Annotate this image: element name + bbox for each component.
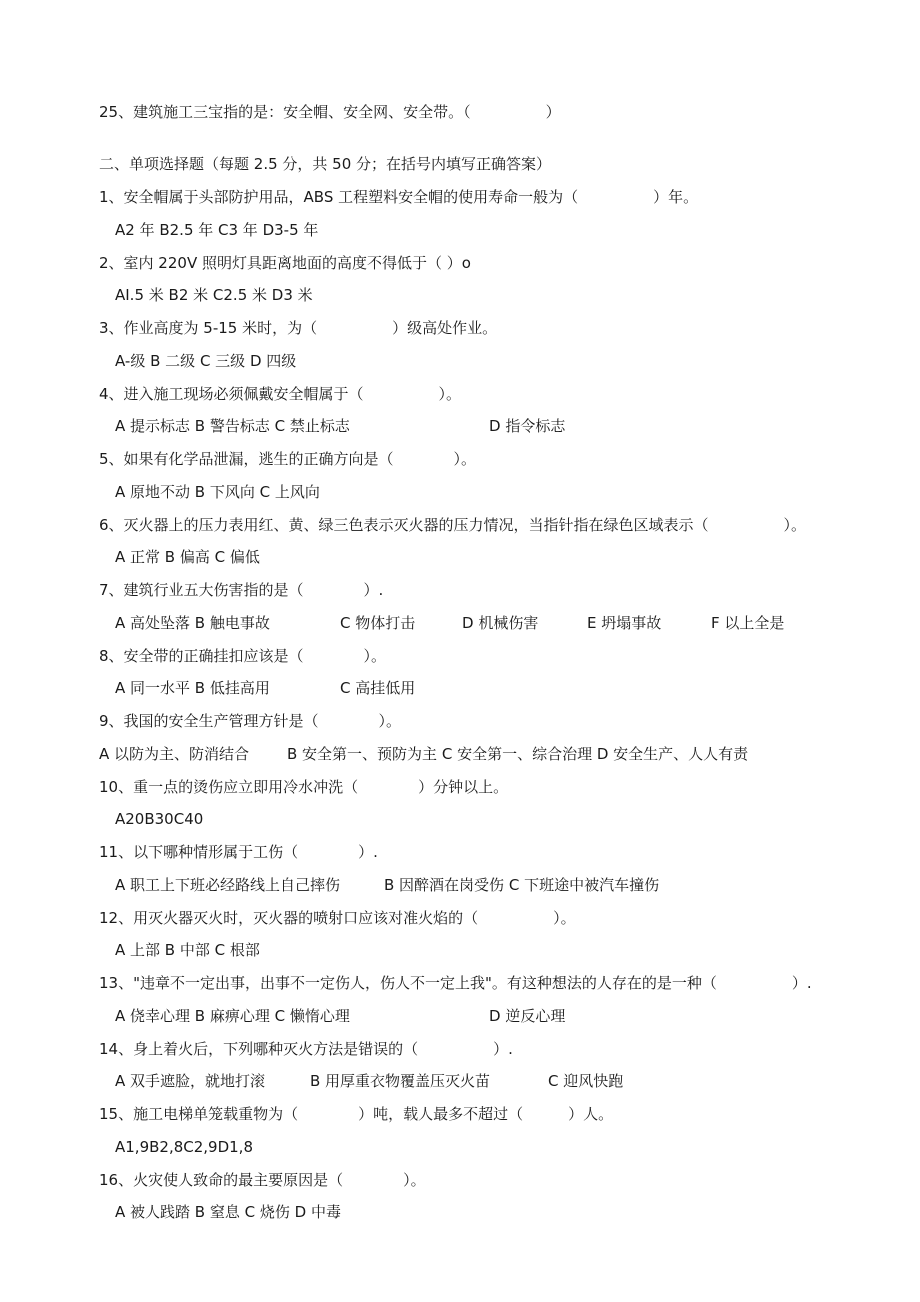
options-15: A1,9B2,8C2,9D1,8 (115, 1138, 253, 1156)
question-7: 7、建筑行业五大伤害指的是（ ）. (99, 581, 384, 599)
question-16: 16、火灾使人致命的最主要原因是（ ）。 (99, 1171, 426, 1189)
question-8: 8、安全带的正确挂扣应该是（ ）。 (99, 647, 387, 665)
question-11: 11、以下哪种情形属于工伤（ ）. (99, 843, 378, 861)
option-a: A 双手遮脸，就地打滚 (115, 1072, 266, 1090)
section-heading: 二、单项选择题（每题 2.5 分，共 50 分；在括号内填写正确答案） (99, 155, 552, 173)
options-10: A20B30C40 (115, 810, 204, 828)
question-2: 2、室内 220V 照明灯具距离地面的高度不得低于（ ）o (99, 254, 471, 272)
option-c: C 物体打击 (340, 614, 416, 632)
question-10: 10、重一点的烫伤应立即用冷水冲洗（ ）分钟以上。 (99, 778, 509, 796)
question-14: 14、身上着火后，下列哪种灭火方法是错误的（ ）. (99, 1040, 513, 1058)
option-d: D 机械伤害 (462, 614, 539, 632)
option-group: B 因醉酒在岗受伤 C 下班途中被汽车撞伤 (384, 876, 660, 894)
options-12: A 上部 B 中部 C 根部 (115, 941, 260, 959)
option-d: D 逆反心理 (489, 1007, 566, 1025)
question-3: 3、作业高度为 5-15 米时，为（ ）级高处作业。 (99, 319, 498, 337)
option-b: B 用厚重衣物覆盖压灭火苗 (310, 1072, 491, 1090)
question-25: 25、建筑施工三宝指的是：安全帽、安全网、安全带。（ ） (99, 103, 561, 121)
option-group: A 侥幸心理 B 麻痹心理 C 懒惰心理 (115, 1007, 350, 1025)
options-3: A-级 B 二级 C 三级 D 四级 (115, 352, 297, 370)
option-c: C 迎风快跑 (548, 1072, 624, 1090)
question-6: 6、灭火器上的压力表用红、黄、绿三色表示灭火器的压力情况，当指针指在绿色区域表示（ ）。 (99, 516, 807, 534)
question-1: 1、安全帽属于头部防护用品，ABS 工程塑料安全帽的使用寿命一般为（ ）年。 (99, 188, 699, 206)
question-4: 4、进入施工现场必须佩戴安全帽属于（ ）。 (99, 385, 462, 403)
option-e: E 坍塌事故 (587, 614, 662, 632)
options-6: A 正常 B 偏高 C 偏低 (115, 548, 260, 566)
option-a: A 职工上下班必经路线上自己摔伤 (115, 876, 341, 894)
question-12: 12、用灭火器灭火时，灭火器的喷射口应该对准火焰的（ ）。 (99, 909, 576, 927)
option-group: B 安全第一、预防为主 C 安全第一、综合治理 D 安全生产、人人有责 (287, 745, 749, 763)
question-13: 13、"违章不一定出事，出事不一定伤人，伤人不一定上我"。有这种想法的人存在的是一种（ ）. (99, 974, 812, 992)
options-5: A 原地不动 B 下风向 C 上风向 (115, 483, 320, 501)
options-1: A2 年 B2.5 年 C3 年 D3-5 年 (115, 221, 319, 239)
option-a: A 以防为主、防消结合 (99, 745, 250, 763)
options-2: AI.5 米 B2 米 C2.5 米 D3 米 (115, 286, 313, 304)
option-group: A 高处坠落 B 触电事故 (115, 614, 270, 632)
option-group: A 提示标志 B 警告标志 C 禁止标志 (115, 417, 350, 435)
question-15: 15、施工电梯单笼载重物为（ ）吨，载人最多不超过（ ）人。 (99, 1105, 614, 1123)
option-d: D 指令标志 (489, 417, 566, 435)
question-5: 5、如果有化学品泄漏，逃生的正确方向是（ ）。 (99, 450, 477, 468)
option-group: A 同一水平 B 低挂高用 (115, 679, 270, 697)
option-f: F 以上全是 (711, 614, 785, 632)
options-16: A 被人践踏 B 窒息 C 烧伤 D 中毒 (115, 1203, 341, 1221)
question-9: 9、我国的安全生产管理方针是（ ）。 (99, 712, 402, 730)
option-c: C 高挂低用 (340, 679, 416, 697)
